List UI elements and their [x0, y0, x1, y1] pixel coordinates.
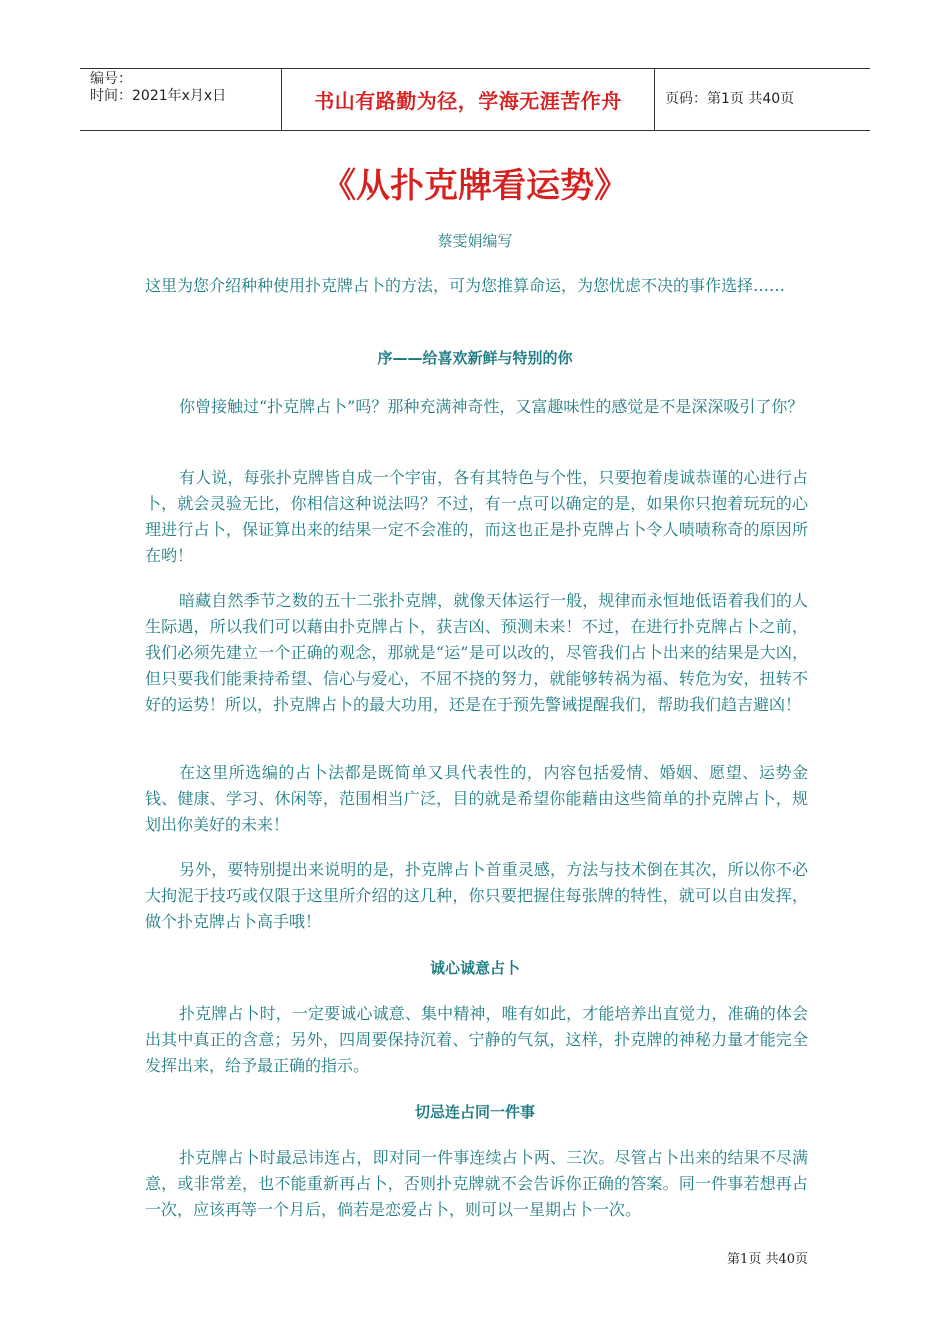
page-footer: 第1页 共40页: [727, 1252, 808, 1267]
section-heading-sincerity: 诚心诚意占卜: [429, 959, 520, 977]
sincerity-paragraph: 扑克牌占卜时，一定要诚心诚意、集中精神，唯有如此，才能培养出直觉力，准确的体会出其中真正的含意；另外，四周要保持沉着、宁静的气氛，这样，扑克牌的神秘力量才能完全发挥出来，给予最正确的指示。: [145, 1004, 808, 1075]
header-motto: 书山有路勤为径，学海无涯苦作舟: [314, 89, 622, 113]
header-motto-cell: [282, 69, 655, 130]
header-page-info: 页码：第1页 共40页: [665, 91, 795, 107]
header-page-cell: [655, 69, 870, 130]
preface-paragraph-1: 你曾接触过“扑克牌占卜”吗？那种充满神奇性，又富趣味性的感觉是不是深深吸引了你？: [179, 397, 804, 416]
header-number-label: 编号：: [90, 71, 132, 87]
section-heading-no-repeat: 切忌连占同一件事: [414, 1103, 535, 1121]
intro-paragraph: 这里为您介绍种种使用扑克牌占卜的方法，可为您推算命运，为您忧虑不决的事作选择……: [145, 276, 786, 295]
no-repeat-paragraph: 扑克牌占卜时最忌讳连占，即对同一件事连续占卜两、三次。尽管占卜出来的结果不尽满意，或非常差，也不能重新再占卜，否则扑克牌就不会告诉你正确的答案。同一件事若想再占一次，应该再等一个月后，倘若是恋爱占卜，则可以一星期占卜一次。: [145, 1148, 808, 1219]
header-meta: [80, 69, 282, 130]
section-heading-preface: 序——给喜欢新鲜与特别的你: [377, 349, 573, 367]
preface-paragraph-4: 在这里所选编的占卜法都是既简单又具代表性的，内容包括爱情、婚姻、愿望、运势金钱、健康、学习、休闲等，范围相当广泛，目的就是希望你能藉由这些简单的扑克牌占卜，规划出你美好的未来！: [145, 763, 808, 834]
document-author: 蔡雯娟编写: [437, 232, 513, 250]
page-header: [80, 68, 870, 131]
preface-paragraph-5: 另外，要特别提出来说明的是，扑克牌占卜首重灵感，方法与技术倒在其次，所以你不必大拘泥于技巧或仅限于这里所介绍的这几种，你只要把握住每张牌的特性，就可以自由发挥，做个扑克牌占卜高手哦！: [145, 860, 808, 931]
document-title: 《从扑克牌看运势》: [322, 166, 628, 206]
header-time-label: 时间：2021年x月x日: [90, 88, 227, 104]
preface-paragraph-3: 暗藏自然季节之数的五十二张扑克牌，就像天体运行一般，规律而永恒地低语着我们的人生际遇，所以我们可以藉由扑克牌占卜，获吉凶、预测未来！不过，在进行扑克牌占卜之前，我们必须先建立一个正确的观念，那就是“运”是可以改的，尽管我们占卜出来的结果是大凶，但只要我们能秉持希望、信心与爱心，不屈不挠的努力，就能够转祸为福、转危为安，扭转不好的运势！所以，扑克牌占卜的最大功用，还是在于预先警诫提醒我们，帮助我们趋吉避凶！: [145, 591, 808, 714]
preface-paragraph-2: 有人说，每张扑克牌皆自成一个宇宙，各有其特色与个性，只要抱着虔诚恭谨的心进行占卜，就会灵验无比，你相信这种说法吗？不过，有一点可以确定的是，如果你只抱着玩玩的心理进行占卜，保证算出来的结果一定不会准的，而这也正是扑克牌占卜令人啧啧称奇的原因所在哟！: [145, 468, 808, 565]
